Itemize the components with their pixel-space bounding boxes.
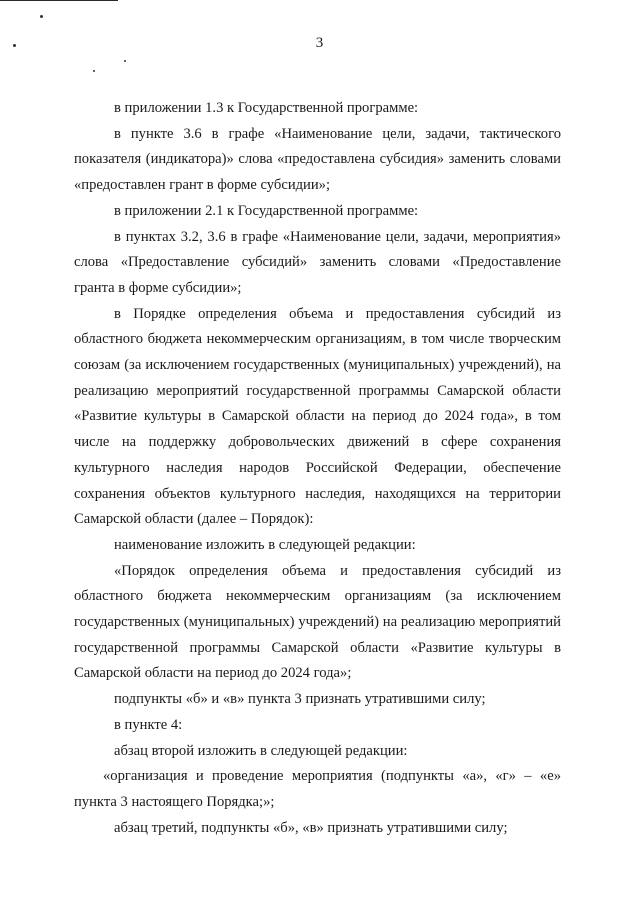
paragraph: в Порядке определения объема и предоставления субсидий из областного бюджета некоммерческим организациям, в том числе творческим союзам (за исключением государственных (муниципальных) учреждений), на реализацию мероприятий государственной программы Самарской области «Развитие культуры в Самарской области на период до 2024 года», в том числе на поддержку добровольческих движений в сфере сохранения культурного наследия народов Российской Федерации, обеспечение сохранения объектов культурного наследия, находящихся на территории Самарской области (далее – Порядок): [74,305,561,528]
scan-speck [124,60,126,62]
paragraph: в приложении 2.1 к Государственной программе: [114,202,419,219]
page-number: 3 [315,35,324,51]
paragraph: подпункты «б» и «в» пункта 3 признать утратившими силу; [114,691,486,708]
scan-speck [93,70,95,72]
paragraph: наименование изложить в следующей редакции: [114,536,416,553]
scan-edge-rule [0,0,118,1]
paragraph: абзац второй изложить в следующей редакции: [114,742,408,759]
paragraph: абзац третий, подпункты «б», «в» признать утратившими силу; [114,819,508,836]
paragraph: в пункте 3.6 в графе «Наименование цели, задачи, тактического показателя (индикатора)» слова «предоставлена субсидия» заменить словами «предоставлен грант в форме субсидии»; [74,125,561,194]
paragraph: «организация и проведение мероприятия (подпункты «а», «г» – «е» пункта 3 настоящего Порядка;»; [74,768,561,810]
document-body [74,96,561,841]
scan-speck [40,15,43,18]
paragraph: «Порядок определения объема и предоставления субсидий из областного бюджета некоммерческим организациям (за исключением государственных (муниципальных) учреждений) на реализацию мероприятий государственной программы Самарской области «Развитие культуры в Самарской области на период до 2024 года»; [74,562,561,682]
paragraph: в пункте 4: [114,716,183,733]
paragraph: в приложении 1.3 к Государственной программе: [114,100,419,116]
paragraph: в пунктах 3.2, 3.6 в графе «Наименование цели, задачи, мероприятия» слова «Предоставление субсидий» заменить словами «Предоставление гранта в форме субсидии»; [74,228,561,296]
